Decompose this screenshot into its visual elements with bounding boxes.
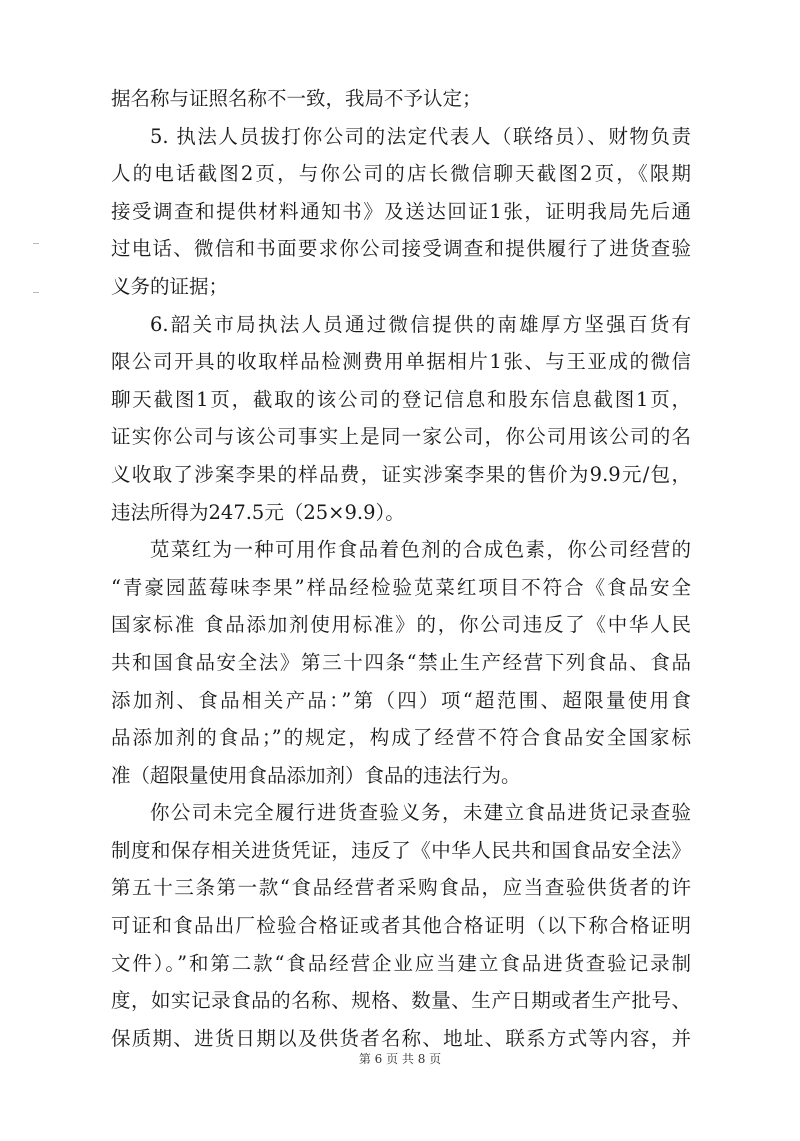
text-line: 你公司未完全履行进货查验义务，未建立食品进货记录查验 — [150, 801, 691, 825]
page-number-footer: 第 6 页 共 8 页 — [358, 1052, 442, 1066]
text-line: 聊天截图1页，截取的该公司的登记信息和股东信息截图1页， — [111, 387, 691, 411]
scan-mark — [33, 243, 39, 244]
text-line: “青豪园蓝莓味李果”样品经检验苋菜红项目不符合《食品安全 — [111, 575, 691, 599]
text-line: 第五十三条第一款“食品经营者采购食品，应当查验供货者的许 — [111, 876, 691, 900]
text-line: 可证和食品出厂检验合格证或者其他合格证明（以下称合格证明 — [111, 914, 691, 938]
text-line: 5. 执法人员拔打你公司的法定代表人（联络员）、财物负责 — [150, 124, 691, 148]
text-line: 添加剂、食品相关产品：”第（四）项“超范围、超限量使用食 — [111, 688, 691, 712]
text-line: 义务的证据； — [111, 274, 229, 298]
text-line: 人的电话截图2页，与你公司的店长微信聊天截图2页，《限期 — [111, 162, 691, 186]
text-line: 品添加剂的食品；”的规定，构成了经营不符合食品安全国家标 — [111, 726, 691, 750]
text-line: 证实你公司与该公司事实上是同一家公司，你公司用该公司的名 — [111, 425, 691, 449]
text-line: 国家标准 食品添加剂使用标准》的，你公司违反了《中华人民 — [111, 613, 691, 637]
text-line: 保质期、进货日期以及供货者名称、地址、联系方式等内容，并 — [111, 1026, 691, 1050]
text-line: 义收取了涉案李果的样品费，证实涉案李果的售价为9.9元/包， — [111, 462, 691, 486]
scan-mark — [33, 292, 39, 293]
text-line: 共和国食品安全法》第三十四条“禁止生产经营下列食品、食品 — [111, 650, 691, 674]
text-line: 6.韶关市局执法人员通过微信提供的南雄厚方坚强百货有 — [150, 312, 691, 336]
text-line: 限公司开具的收取样品检测费用单据相片1张、与王亚成的微信 — [111, 350, 691, 374]
text-line: 度，如实记录食品的名称、规格、数量、生产日期或者生产批号、 — [111, 989, 691, 1013]
text-line: 过电话、微信和书面要求你公司接受调查和提供履行了进货查验 — [111, 237, 691, 261]
text-line: 违法所得为247.5元（25×9.9）。 — [111, 500, 405, 524]
text-line: 文件）。”和第二款“食品经营企业应当建立食品进货查验记录制 — [111, 951, 691, 975]
text-line: 苋菜红为一种可用作食品着色剂的合成色素，你公司经营的 — [150, 538, 691, 562]
text-line: 制度和保存相关进货凭证，违反了《中华人民共和国食品安全法》 — [111, 838, 691, 862]
text-line: 准（超限量使用食品添加剂）食品的违法行为。 — [111, 763, 521, 787]
text-line: 据名称与证照名称不一致，我局不予认定； — [111, 87, 482, 110]
document-body — [111, 80, 691, 1057]
text-line: 接受调查和提供材料通知书》及送达回证1张，证明我局先后通 — [111, 199, 691, 223]
